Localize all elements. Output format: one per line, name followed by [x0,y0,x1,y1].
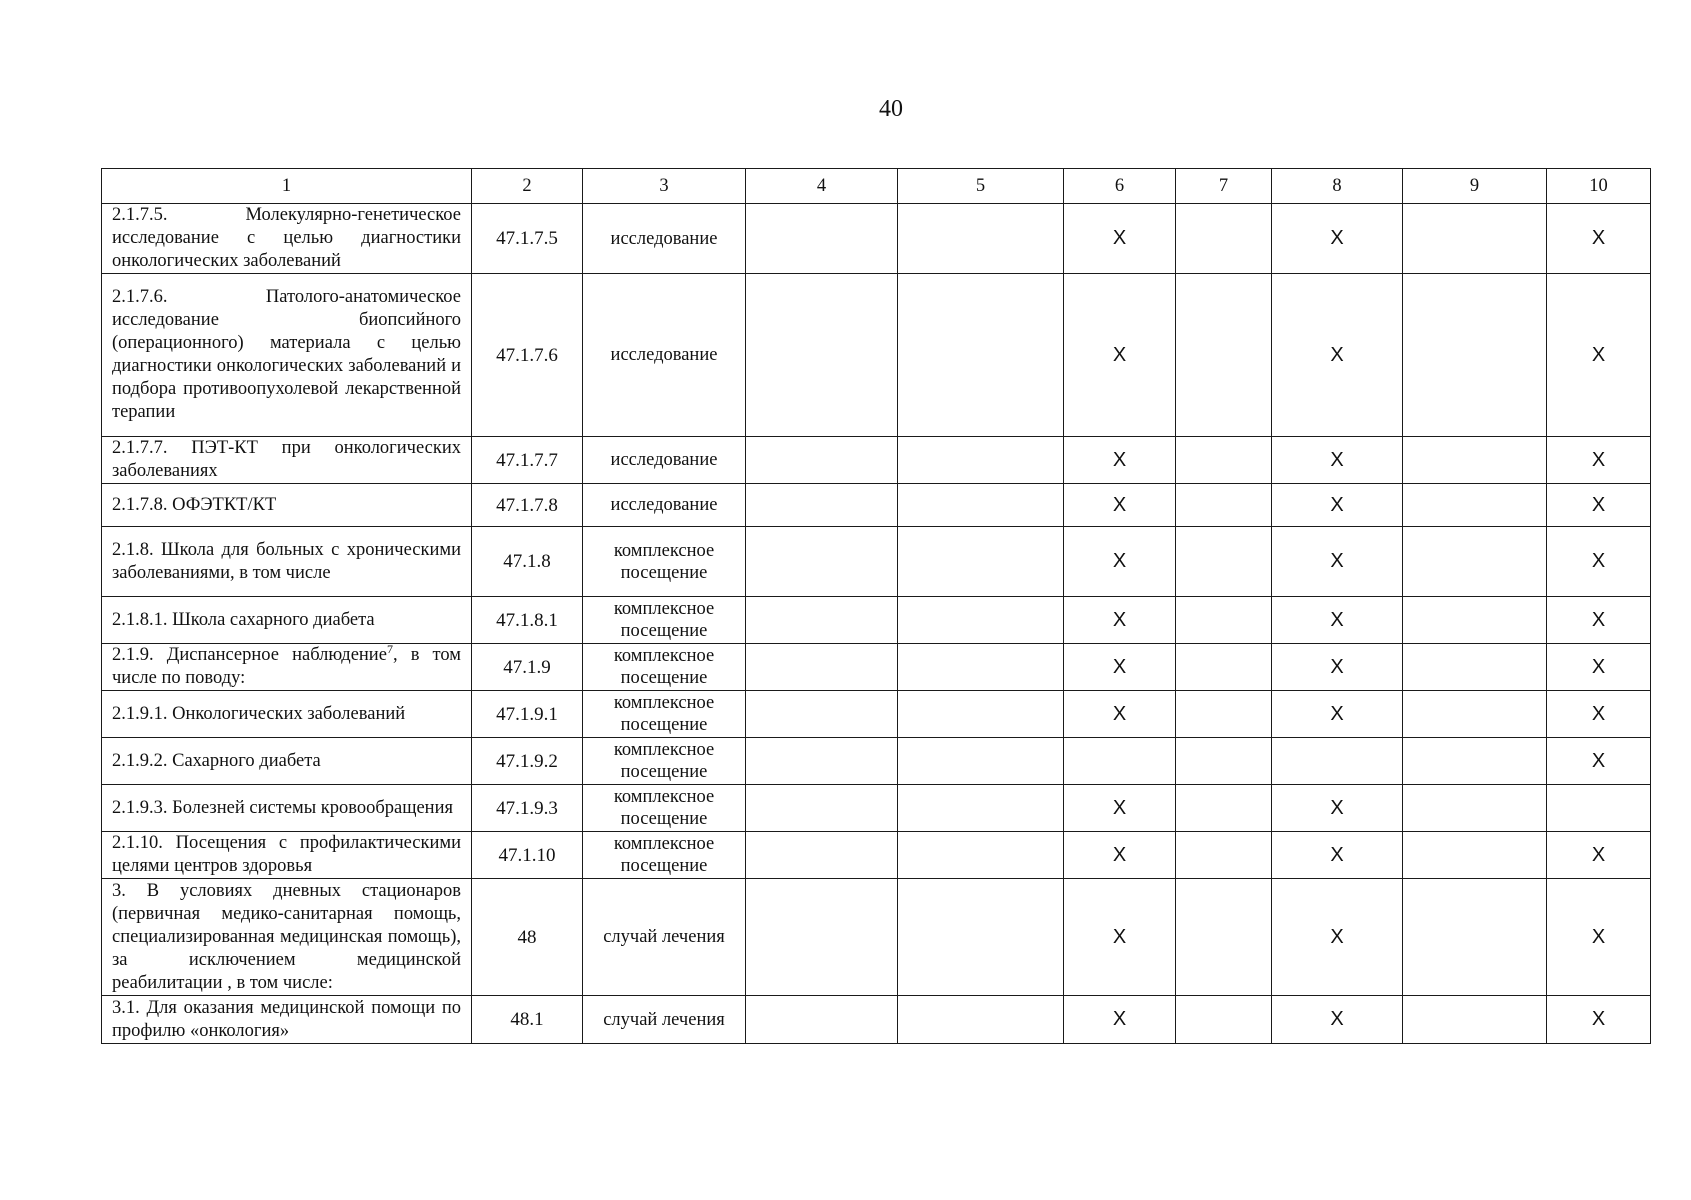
row-unit: комплексное посещение [583,527,746,597]
row-name: 2.1.7.8. ОФЭТКТ/КТ [102,484,472,527]
column-header: 8 [1272,169,1403,204]
cell-col10: X [1547,527,1651,597]
row-code: 47.1.10 [472,832,583,879]
cell-col4 [746,879,898,996]
cell-col8: X [1272,879,1403,996]
row-code: 47.1.7.5 [472,204,583,274]
cell-col5 [898,484,1064,527]
cell-col8 [1272,738,1403,785]
row-unit: комплексное посещение [583,832,746,879]
cell-col6: X [1064,644,1176,691]
cell-col7 [1176,996,1272,1044]
cell-col6: X [1064,527,1176,597]
cell-col8: X [1272,204,1403,274]
row-unit: комплексное посещение [583,785,746,832]
cell-col4 [746,527,898,597]
cell-col9 [1403,879,1547,996]
cell-col9 [1403,274,1547,437]
row-name: 2.1.7.6. Патолого-анатомическое исследование биопсийного (операционного) материала с целью диагностики онкологических заболеваний и подбора противоопухолевой лекарственной терапии [102,274,472,437]
cell-col5 [898,832,1064,879]
table-row [102,785,1651,832]
cell-col7 [1176,738,1272,785]
cell-col9 [1403,204,1547,274]
column-header: 4 [746,169,898,204]
column-header: 6 [1064,169,1176,204]
cell-col7 [1176,832,1272,879]
cell-col5 [898,738,1064,785]
cell-col5 [898,597,1064,644]
cell-col4 [746,691,898,738]
row-name: 2.1.7.5. Молекулярно-генетическое исследование с целью диагностики онкологических заболеваний [102,204,472,274]
cell-col9 [1403,527,1547,597]
cell-col5 [898,527,1064,597]
cell-col5 [898,437,1064,484]
cell-col5 [898,996,1064,1044]
cell-col8: X [1272,597,1403,644]
cell-col10: X [1547,644,1651,691]
row-name: 3.1. Для оказания медицинской помощи по профилю «онкология» [102,996,472,1044]
table-row [102,484,1651,527]
cell-col7 [1176,597,1272,644]
cell-col7 [1176,785,1272,832]
cell-col4 [746,996,898,1044]
cell-col8: X [1272,996,1403,1044]
cell-col4 [746,484,898,527]
cell-col8: X [1272,644,1403,691]
row-unit: исследование [583,274,746,437]
cell-col6: X [1064,691,1176,738]
cell-col4 [746,738,898,785]
footnote-mark: 7 [386,643,393,656]
cell-col10: X [1547,274,1651,437]
cell-col8: X [1272,437,1403,484]
table-row [102,644,1651,691]
table-row [102,879,1651,996]
column-header: 3 [583,169,746,204]
cell-col8: X [1272,832,1403,879]
row-unit: исследование [583,204,746,274]
cell-col8: X [1272,274,1403,437]
table-row [102,274,1651,437]
cell-col4 [746,785,898,832]
cell-col5 [898,879,1064,996]
column-header: 2 [472,169,583,204]
cell-col7 [1176,527,1272,597]
row-code: 47.1.9.1 [472,691,583,738]
cell-col6: X [1064,832,1176,879]
row-name: 2.1.10. Посещения с профилактическими целями центров здоровья [102,832,472,879]
table-row [102,738,1651,785]
row-code: 47.1.9.3 [472,785,583,832]
cell-col6: X [1064,437,1176,484]
column-header: 9 [1403,169,1547,204]
cell-col6: X [1064,785,1176,832]
cell-col9 [1403,597,1547,644]
row-code: 47.1.7.6 [472,274,583,437]
cell-col10: X [1547,879,1651,996]
table-row [102,691,1651,738]
cell-col10: X [1547,832,1651,879]
row-name: 2.1.8.1. Школа сахарного диабета [102,597,472,644]
table-row [102,832,1651,879]
cell-col5 [898,274,1064,437]
table-row [102,996,1651,1044]
row-unit: исследование [583,437,746,484]
cell-col6: X [1064,597,1176,644]
row-code: 47.1.7.7 [472,437,583,484]
cell-col9 [1403,785,1547,832]
cell-col4 [746,437,898,484]
cell-col10: X [1547,738,1651,785]
cell-col8: X [1272,785,1403,832]
row-unit: комплексное посещение [583,644,746,691]
cell-col5 [898,785,1064,832]
row-code: 47.1.8 [472,527,583,597]
cell-col9 [1403,691,1547,738]
cell-col7 [1176,274,1272,437]
row-name: 3. В условиях дневных стационаров (первичная медико-санитарная помощь, специализированная медицинская помощь), за исключением медицинской реабилитации , в том числе: [102,879,472,996]
cell-col4 [746,204,898,274]
table-row [102,597,1651,644]
row-code: 47.1.7.8 [472,484,583,527]
row-unit: случай лечения [583,879,746,996]
row-name: 2.1.7.7. ПЭТ-КТ при онкологических заболеваниях [102,437,472,484]
cell-col10: X [1547,691,1651,738]
cell-col6: X [1064,996,1176,1044]
cell-col9 [1403,996,1547,1044]
cell-col9 [1403,738,1547,785]
page-number: 40 [879,96,903,122]
row-name-tail: , в том числе по поводу: [112,645,462,688]
row-code: 47.1.8.1 [472,597,583,644]
cell-col4 [746,597,898,644]
data-table [101,168,1651,1044]
row-code: 47.1.9 [472,644,583,691]
cell-col5 [898,204,1064,274]
cell-col7 [1176,204,1272,274]
header-row [102,169,1651,204]
row-unit: комплексное посещение [583,738,746,785]
row-unit: исследование [583,484,746,527]
column-header: 10 [1547,169,1651,204]
cell-col5 [898,691,1064,738]
row-unit: случай лечения [583,996,746,1044]
row-name: 2.1.8. Школа для больных с хроническими заболеваниями, в том числе [102,527,472,597]
cell-col5 [898,644,1064,691]
cell-col4 [746,644,898,691]
cell-col8: X [1272,691,1403,738]
row-unit: комплексное посещение [583,691,746,738]
cell-col7 [1176,484,1272,527]
cell-col7 [1176,644,1272,691]
cell-col4 [746,832,898,879]
cell-col7 [1176,437,1272,484]
cell-col7 [1176,691,1272,738]
cell-col6: X [1064,204,1176,274]
cell-col6: X [1064,879,1176,996]
cell-col9 [1403,644,1547,691]
cell-col9 [1403,484,1547,527]
row-code: 47.1.9.2 [472,738,583,785]
column-header: 7 [1176,169,1272,204]
table-row [102,437,1651,484]
cell-col4 [746,274,898,437]
row-name: 2.1.9.3. Болезней системы кровообращения [102,785,472,832]
cell-col10: X [1547,437,1651,484]
row-name: 2.1.9.2. Сахарного диабета [102,738,472,785]
column-header: 5 [898,169,1064,204]
cell-col8: X [1272,484,1403,527]
cell-col10: X [1547,597,1651,644]
cell-col7 [1176,879,1272,996]
table-row [102,527,1651,597]
row-name: 2.1.9.1. Онкологических заболеваний [102,691,472,738]
row-code: 48.1 [472,996,583,1044]
cell-col9 [1403,832,1547,879]
row-unit: комплексное посещение [583,597,746,644]
row-name [102,644,472,691]
column-header: 1 [102,169,472,204]
cell-col6 [1064,738,1176,785]
cell-col10: X [1547,204,1651,274]
cell-col10 [1547,785,1651,832]
cell-col6: X [1064,484,1176,527]
cell-col9 [1403,437,1547,484]
row-code: 48 [472,879,583,996]
row-name-text: 2.1.9. Диспансерное наблюдение [112,645,387,665]
cell-col10: X [1547,484,1651,527]
table-row [102,204,1651,274]
cell-col8: X [1272,527,1403,597]
cell-col6: X [1064,274,1176,437]
cell-col10: X [1547,996,1651,1044]
